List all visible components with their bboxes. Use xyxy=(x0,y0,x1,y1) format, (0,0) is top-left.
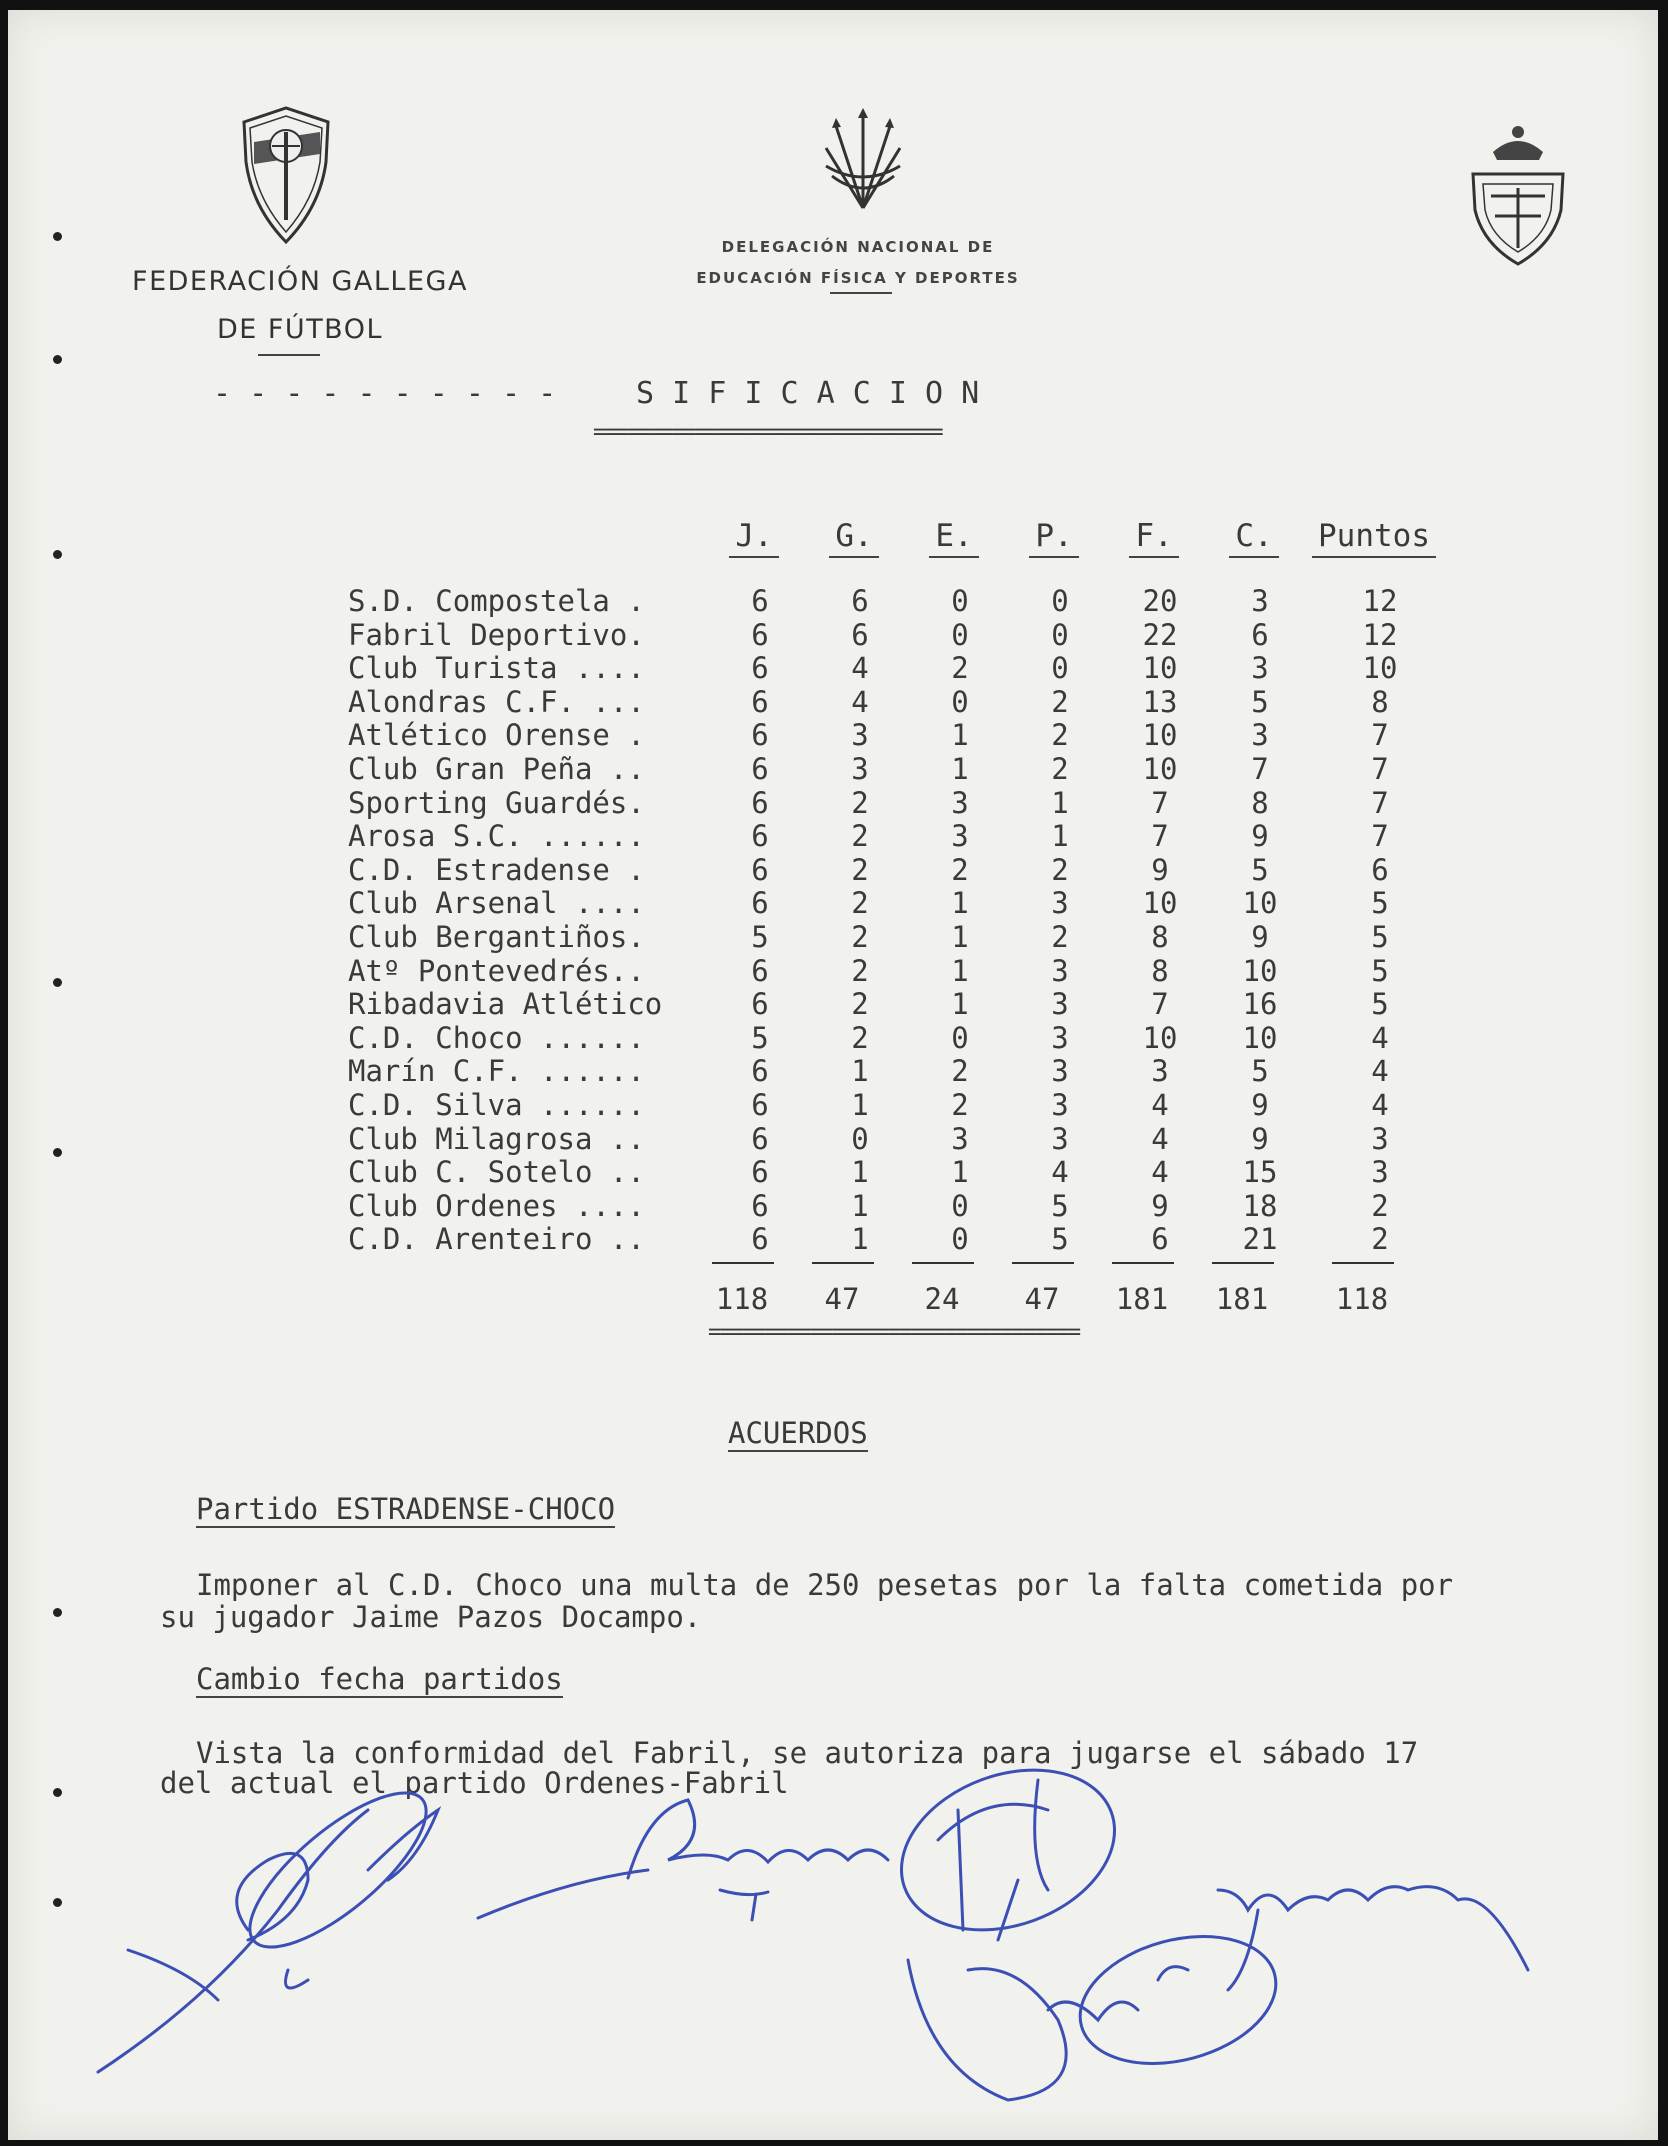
signatures xyxy=(8,10,1658,2140)
table-cell: 2 xyxy=(851,786,869,820)
signature-3 xyxy=(879,1742,1137,2100)
table-cell: 3 xyxy=(1051,1122,1069,1156)
table-cell: 1 xyxy=(1051,819,1069,853)
table-cell: 6 xyxy=(751,886,769,920)
table-cell: 2 xyxy=(1371,1189,1389,1223)
table-cell: 3 xyxy=(1251,651,1269,685)
team-name: C.D. Arenteiro .. xyxy=(348,1222,645,1256)
signature-2 xyxy=(478,1800,888,1920)
table-cell: 2 xyxy=(851,819,869,853)
table-cell: 8 xyxy=(1151,920,1169,954)
section2-line1: Vista la conformidad del Fabril, se autoriza para jugarse el sábado 17 xyxy=(196,1736,1419,1770)
table-cell: 0 xyxy=(851,1122,869,1156)
team-name: Ribadavia Atlético xyxy=(348,987,663,1021)
signature-4 xyxy=(1048,1887,1528,2084)
table-cell: 7 xyxy=(1371,786,1389,820)
table-cell: 2 xyxy=(951,1054,969,1088)
table-cell: 6 xyxy=(751,1222,769,1256)
table-cell: 4 xyxy=(1371,1021,1389,1055)
table-cell: 1 xyxy=(951,954,969,988)
team-name: C.D. Silva ...... xyxy=(348,1088,645,1122)
table-cell: 10 xyxy=(1242,886,1278,920)
table-cell: 10 xyxy=(1242,954,1278,988)
table-cell: 2 xyxy=(1051,752,1069,786)
table-cell: 5 xyxy=(1371,920,1389,954)
totals-underline: ================================= xyxy=(708,1320,1080,1345)
table-cell: 7 xyxy=(1151,987,1169,1021)
table-cell: 2 xyxy=(951,853,969,887)
table-cell: 5 xyxy=(751,1021,769,1055)
total-e: 24 xyxy=(924,1282,960,1316)
team-name: Club Turista .... xyxy=(348,651,645,685)
table-cell: 3 xyxy=(951,1122,969,1156)
table-cell: 1 xyxy=(851,1189,869,1223)
team-name: Club Gran Peña .. xyxy=(348,752,645,786)
column-header-f: F. xyxy=(1114,518,1194,554)
table-cell: 4 xyxy=(1151,1088,1169,1122)
table-cell: 9 xyxy=(1251,1122,1269,1156)
table-cell: 7 xyxy=(1151,819,1169,853)
table-cell: 6 xyxy=(751,987,769,1021)
table-cell: 8 xyxy=(1251,786,1269,820)
table-cell: 5 xyxy=(1251,685,1269,719)
total-puntos: 118 xyxy=(1335,1282,1389,1316)
table-cell: 6 xyxy=(751,618,769,652)
table-cell: 0 xyxy=(951,584,969,618)
table-cell: 2 xyxy=(951,1088,969,1122)
table-cell: 0 xyxy=(951,685,969,719)
table-cell: 2 xyxy=(851,920,869,954)
table-cell: 6 xyxy=(751,1189,769,1223)
team-name: Fabril Deportivo. xyxy=(348,618,645,652)
table-cell: 2 xyxy=(1371,1222,1389,1256)
table-cell: 4 xyxy=(1371,1088,1389,1122)
table-cell: 1 xyxy=(851,1155,869,1189)
table-cell: 8 xyxy=(1151,954,1169,988)
table-cell: 7 xyxy=(1371,718,1389,752)
table-cell: 10 xyxy=(1142,718,1178,752)
table-cell: 16 xyxy=(1242,987,1278,1021)
table-cell: 1 xyxy=(851,1222,869,1256)
table-cell: 9 xyxy=(1151,853,1169,887)
table-cell: 22 xyxy=(1142,618,1178,652)
table-cell: 0 xyxy=(1051,651,1069,685)
team-name: Arosa S.C. ...... xyxy=(348,819,645,853)
team-name: Sporting Guardés. xyxy=(348,786,645,820)
table-cell: 5 xyxy=(1051,1189,1069,1223)
team-name: C.D. Choco ...... xyxy=(348,1021,645,1055)
table-cell: 3 xyxy=(951,786,969,820)
table-cell: 6 xyxy=(751,1122,769,1156)
federation-line-2: DE FÚTBOL xyxy=(216,314,384,345)
team-name: Alondras C.F. ... xyxy=(348,685,645,719)
table-cell: 0 xyxy=(1051,618,1069,652)
table-cell: 6 xyxy=(1371,853,1389,887)
total-p: 47 xyxy=(1024,1282,1060,1316)
table-cell: 4 xyxy=(1151,1155,1169,1189)
table-cell: 2 xyxy=(1051,920,1069,954)
table-cell: 0 xyxy=(951,1222,969,1256)
table-cell: 6 xyxy=(751,1088,769,1122)
table-cell: 6 xyxy=(751,954,769,988)
table-cell: 9 xyxy=(1251,1088,1269,1122)
table-cell: 3 xyxy=(851,718,869,752)
table-cell: 0 xyxy=(951,618,969,652)
table-cell: 1 xyxy=(1051,786,1069,820)
document-page xyxy=(8,10,1658,2140)
table-cell: 6 xyxy=(1251,618,1269,652)
section1-line1: Imponer al C.D. Choco una multa de 250 pesetas por la falta cometida por xyxy=(196,1568,1454,1602)
column-header-g: G. xyxy=(814,518,894,554)
table-cell: 12 xyxy=(1362,584,1398,618)
table-cell: 6 xyxy=(751,752,769,786)
table-cell: 1 xyxy=(951,886,969,920)
team-name: Club Milagrosa .. xyxy=(348,1122,645,1156)
table-cell: 1 xyxy=(951,718,969,752)
table-cell: 7 xyxy=(1371,752,1389,786)
team-name: S.D. Compostela . xyxy=(348,584,645,618)
total-f: 181 xyxy=(1115,1282,1169,1316)
table-cell: 9 xyxy=(1251,920,1269,954)
table-cell: 10 xyxy=(1142,1021,1178,1055)
team-name: Marín C.F. ...... xyxy=(348,1054,645,1088)
table-cell: 10 xyxy=(1142,886,1178,920)
federation-line-1: FEDERACIÓN GALLEGA xyxy=(132,266,468,297)
table-cell: 10 xyxy=(1362,651,1398,685)
table-cell: 6 xyxy=(751,685,769,719)
table-cell: 20 xyxy=(1142,584,1178,618)
table-cell: 3 xyxy=(1371,1155,1389,1189)
table-cell: 5 xyxy=(1251,1054,1269,1088)
table-cell: 9 xyxy=(1151,1189,1169,1223)
column-header-c: C. xyxy=(1214,518,1294,554)
table-cell: 5 xyxy=(1371,954,1389,988)
table-cell: 6 xyxy=(1151,1222,1169,1256)
table-cell: 6 xyxy=(751,1054,769,1088)
delegation-line-2: EDUCACIÓN FÍSICA Y DEPORTES xyxy=(696,269,1020,287)
table-cell: 6 xyxy=(851,618,869,652)
table-cell: 2 xyxy=(1051,685,1069,719)
team-name: Club Ordenes .... xyxy=(348,1189,645,1223)
table-cell: 5 xyxy=(751,920,769,954)
title-dashes: - - - - - - - - - - xyxy=(213,376,557,411)
table-cell: 1 xyxy=(951,987,969,1021)
column-header-j: J. xyxy=(714,518,794,554)
table-cell: 7 xyxy=(1151,786,1169,820)
table-cell: 2 xyxy=(1051,853,1069,887)
column-header-e: E. xyxy=(914,518,994,554)
table-cell: 2 xyxy=(851,954,869,988)
table-cell: 3 xyxy=(1251,584,1269,618)
table-cell: 18 xyxy=(1242,1189,1278,1223)
table-cell: 3 xyxy=(1371,1122,1389,1156)
table-cell: 10 xyxy=(1242,1021,1278,1055)
table-cell: 9 xyxy=(1251,819,1269,853)
table-cell: 4 xyxy=(851,685,869,719)
table-cell: 1 xyxy=(951,1155,969,1189)
team-name: Atlético Orense . xyxy=(348,718,645,752)
team-name: C.D. Estradense . xyxy=(348,853,645,887)
table-cell: 4 xyxy=(1371,1054,1389,1088)
table-cell: 3 xyxy=(1151,1054,1169,1088)
table-cell: 3 xyxy=(1051,1088,1069,1122)
section1-line2: su jugador Jaime Pazos Docampo. xyxy=(160,1600,702,1634)
table-cell: 5 xyxy=(1371,886,1389,920)
table-cell: 6 xyxy=(751,786,769,820)
table-cell: 1 xyxy=(951,920,969,954)
table-cell: 2 xyxy=(851,987,869,1021)
table-cell: 0 xyxy=(951,1189,969,1223)
table-cell: 1 xyxy=(951,752,969,786)
table-cell: 5 xyxy=(1371,987,1389,1021)
title-underline: =============================== xyxy=(593,420,942,445)
section2-line2: del actual el partido Ordenes-Fabril xyxy=(160,1766,789,1800)
table-cell: 3 xyxy=(1051,954,1069,988)
table-cell: 1 xyxy=(851,1054,869,1088)
table-cell: 2 xyxy=(851,853,869,887)
table-cell: 1 xyxy=(851,1088,869,1122)
table-cell: 3 xyxy=(951,819,969,853)
table-cell: 10 xyxy=(1142,651,1178,685)
table-cell: 3 xyxy=(1051,1021,1069,1055)
page-title: S I F I C A C I O N xyxy=(636,376,980,411)
column-header-puntos: Puntos xyxy=(1304,518,1444,554)
section-title-estradense-choco: Partido ESTRADENSE-CHOCO xyxy=(196,1492,616,1526)
table-cell: 3 xyxy=(1051,886,1069,920)
total-j: 118 xyxy=(715,1282,769,1316)
table-cell: 2 xyxy=(1051,718,1069,752)
table-cell: 5 xyxy=(1051,1222,1069,1256)
table-cell: 8 xyxy=(1371,685,1389,719)
table-cell: 10 xyxy=(1142,752,1178,786)
column-header-p: P. xyxy=(1014,518,1094,554)
table-cell: 3 xyxy=(1051,987,1069,1021)
team-name: Club C. Sotelo .. xyxy=(348,1155,645,1189)
table-cell: 3 xyxy=(1251,718,1269,752)
table-cell: 6 xyxy=(751,853,769,887)
table-cell: 6 xyxy=(751,584,769,618)
team-name: Atº Pontevedrés.. xyxy=(348,954,645,988)
signature-1 xyxy=(98,1769,448,2072)
team-name: Club Bergantiños. xyxy=(348,920,645,954)
table-cell: 4 xyxy=(1151,1122,1169,1156)
table-cell: 3 xyxy=(851,752,869,786)
total-c: 181 xyxy=(1215,1282,1269,1316)
table-cell: 15 xyxy=(1242,1155,1278,1189)
table-cell: 6 xyxy=(751,651,769,685)
team-name: Club Arsenal .... xyxy=(348,886,645,920)
delegation-line-1: DELEGACIÓN NACIONAL DE xyxy=(721,238,995,256)
table-cell: 4 xyxy=(1051,1155,1069,1189)
table-cell: 4 xyxy=(851,651,869,685)
table-cell: 0 xyxy=(1051,584,1069,618)
table-cell: 6 xyxy=(851,584,869,618)
section-title-cambio-fecha: Cambio fecha partidos xyxy=(196,1662,563,1696)
total-g: 47 xyxy=(824,1282,860,1316)
table-cell: 5 xyxy=(1251,853,1269,887)
table-cell: 2 xyxy=(851,886,869,920)
table-cell: 0 xyxy=(951,1021,969,1055)
table-cell: 3 xyxy=(1051,1054,1069,1088)
table-cell: 6 xyxy=(751,819,769,853)
table-cell: 21 xyxy=(1242,1222,1278,1256)
table-cell: 12 xyxy=(1362,618,1398,652)
table-cell: 2 xyxy=(851,1021,869,1055)
table-cell: 6 xyxy=(751,718,769,752)
table-cell: 13 xyxy=(1142,685,1178,719)
acuerdos-heading: ACUERDOS xyxy=(728,1416,868,1450)
table-cell: 2 xyxy=(951,651,969,685)
table-cell: 7 xyxy=(1251,752,1269,786)
table-cell: 7 xyxy=(1371,819,1389,853)
table-cell: 6 xyxy=(751,1155,769,1189)
